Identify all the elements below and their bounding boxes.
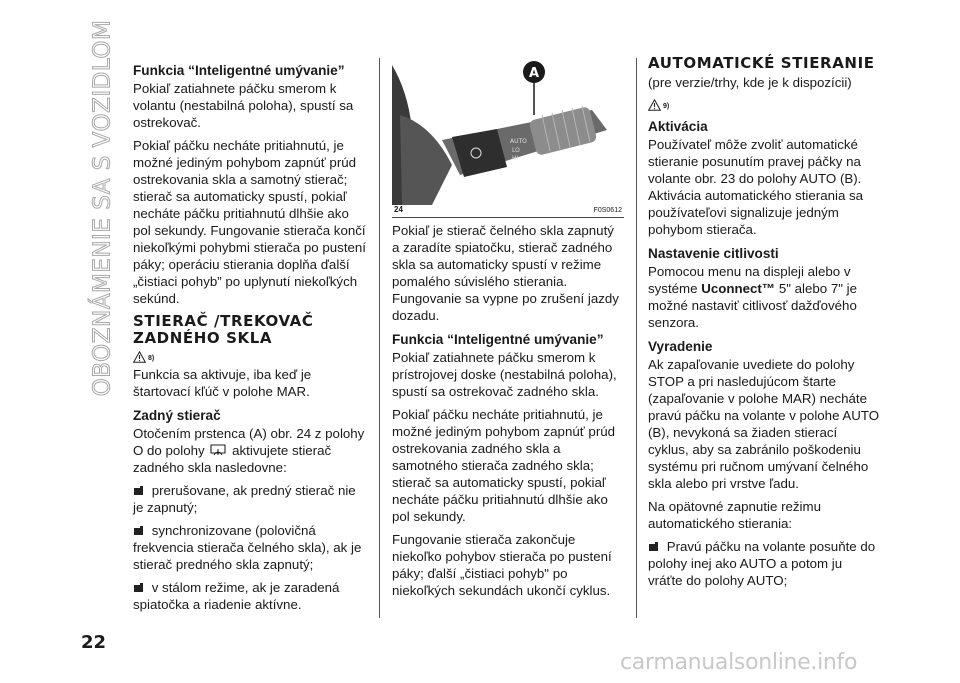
svg-text:HI: HI — [512, 155, 519, 162]
paragraph-text: 5" alebo 7" je možné nastaviť citlivosť dažďového senzora. — [648, 281, 858, 330]
bullet-icon — [133, 526, 144, 536]
bullet-icon — [133, 486, 144, 496]
watermark: carmanualsonline.info — [620, 650, 858, 675]
svg-text:LO: LO — [512, 147, 520, 154]
warning-reference — [133, 349, 369, 363]
wiper-lever-illustration — [392, 55, 624, 205]
brand-name: Uconnect™ — [701, 281, 776, 296]
heading-intelligent-wash: Funkcia “Inteligentné umývanie” — [133, 63, 345, 78]
paragraph: Pokiaľ zatiahnete páčku smerom k volantu (nestabilná poloha), spustí sa ostrekovač. — [133, 81, 354, 130]
paragraph: Pokiaľ páčku necháte pritiahnutú, je možné jediným pohybom zapnúť prúd ostrekovania zadného skla a samotného stierača zadného skla; stierač sa automaticky spustí, pokiaľ necháte páčku pritiahnutú dlhšie ako pol sekundy. — [392, 407, 616, 524]
list-item — [133, 522, 369, 573]
paragraph: Pokiaľ zatiahnete páčku smerom k prístrojovej doske (nestabilná poloha), spustí sa ostrekovač zadného skla. — [392, 350, 617, 399]
paragraph: (pre verzie/trhy, kde je k dispozícii) — [648, 75, 852, 90]
warning-ref-number: 9) — [663, 103, 670, 110]
list-item-text: synchronizovane (polovičná frekvencia stierača čelného skla), ak je stierač predného skla zapnutý; — [133, 523, 362, 572]
figure-code: F0S0612 — [593, 207, 622, 214]
paragraph: Ak zapaľovanie uvediete do polohy STOP a pri nasledujúcom štarte (zapaľovanie v polohe MAR) necháte pravú páčku na volante v polohe AUTO (B), nevykoná sa žiaden stierací cyklus, aby sa zabránilo poškodeniu systému pri ručnom umývaní čelného skla alebo pri vrstve ľadu. — [648, 357, 880, 491]
warning-triangle-icon — [133, 351, 146, 363]
warning-reference — [648, 97, 880, 111]
list-item-text: v stálom režime, ak je zaradená spiatočka a riadenie aktívne. — [133, 580, 340, 612]
paragraph: Pokiaľ páčku necháte pritiahnutú, je možné jediným pohybom zapnúť prúd ostrekovania skla a samotný stierač; stierač sa automaticky spustí, pokiaľ necháte páčku pritiahnutú dlhšie ako pol sekundy. Fungovanie stierača končí niekoľkými pohybmi stierača po pustení páky; operáciu stierania doplňa ďalší „čistiaci pohyb” po uplynutí niekoľkých sekúnd. — [133, 138, 366, 306]
paragraph: Na opätovné zapnutie režimu automatického stierania: — [648, 499, 821, 531]
section-side-tab-label: OBOZNÁMENIE SA S VOZIDLOM — [89, 19, 115, 397]
list-item — [648, 538, 880, 589]
column-right — [648, 55, 880, 595]
heading-disable: Vyradenie — [648, 339, 713, 354]
list-item — [133, 482, 369, 516]
page-number: 22 — [81, 632, 107, 653]
paragraph — [133, 425, 369, 476]
bullet-icon — [648, 542, 659, 552]
list-item-text: prerušovane, ak predný stierač nie je zapnutý; — [133, 483, 356, 515]
paragraph-text: Pomocou menu na displeji alebo v systéme — [648, 264, 851, 296]
list-item-text: Pravú páčku na volante posuňte do polohy inej ako AUTO a potom ju vráťte do polohy AUTO; — [648, 539, 876, 588]
paragraph: Pokiaľ je stierač čelného skla zapnutý a zaradíte spiatočku, stierač zadného skla sa automaticky spustí v režime pomalého súvislého stierania. Fungovanie sa vypne po zrušení jazdy dozadu. — [392, 223, 619, 323]
figure-number: 24 — [394, 205, 403, 214]
heading-rear-wiper: Zadný stierač — [133, 408, 221, 423]
list-item — [133, 579, 369, 613]
paragraph — [648, 263, 880, 331]
heading-sensitivity: Nastavenie citlivosti — [648, 246, 779, 261]
paragraph-text: Otočením prstenca (A) obr. 24 z polohy O do polohy — [133, 426, 365, 458]
rear-wiper-symbol-icon — [210, 444, 226, 457]
column-divider — [379, 58, 380, 618]
column-left — [133, 55, 369, 619]
heading-rear-wiper-washer: STIERAČ /TREKOVAČ ZADNÉHO SKLA — [133, 312, 314, 347]
svg-text:AUTO: AUTO — [510, 138, 527, 145]
warning-triangle-icon — [648, 99, 661, 111]
paragraph: Fungovanie stierača zakončuje niekoľko pohybov stierača po pustení páky; ďalší „čistiaci pohyb" po niekoľkých sekundách ukončí cyklus. — [392, 532, 612, 598]
column-divider — [636, 58, 637, 618]
section-side-tab — [82, 19, 122, 397]
heading-auto-wiping: AUTOMATICKÉ STIERANIE — [648, 54, 875, 72]
warning-ref-number: 8) — [148, 355, 155, 362]
heading-intelligent-wash: Funkcia “Inteligentné umývanie” — [392, 332, 604, 347]
figure-callout-label: A — [528, 66, 540, 81]
paragraph: Používateľ môže zvoliť automatické stieranie posunutím pravej páčky na volante obr. 23 do polohy AUTO (B). Aktivácia automatického stierania sa používateľovi signalizuje jedným pohybom stierača. — [648, 137, 864, 237]
paragraph-text: aktivujete stierač zadného skla nasledovne: — [133, 443, 332, 475]
figure-wiper-lever — [392, 55, 624, 218]
heading-activation: Aktivácia — [648, 119, 708, 134]
column-middle — [392, 55, 624, 605]
bullet-icon — [133, 583, 144, 593]
paragraph: Funkcia sa aktivuje, iba keď je štartovací kľúč v polohe MAR. — [133, 367, 312, 399]
